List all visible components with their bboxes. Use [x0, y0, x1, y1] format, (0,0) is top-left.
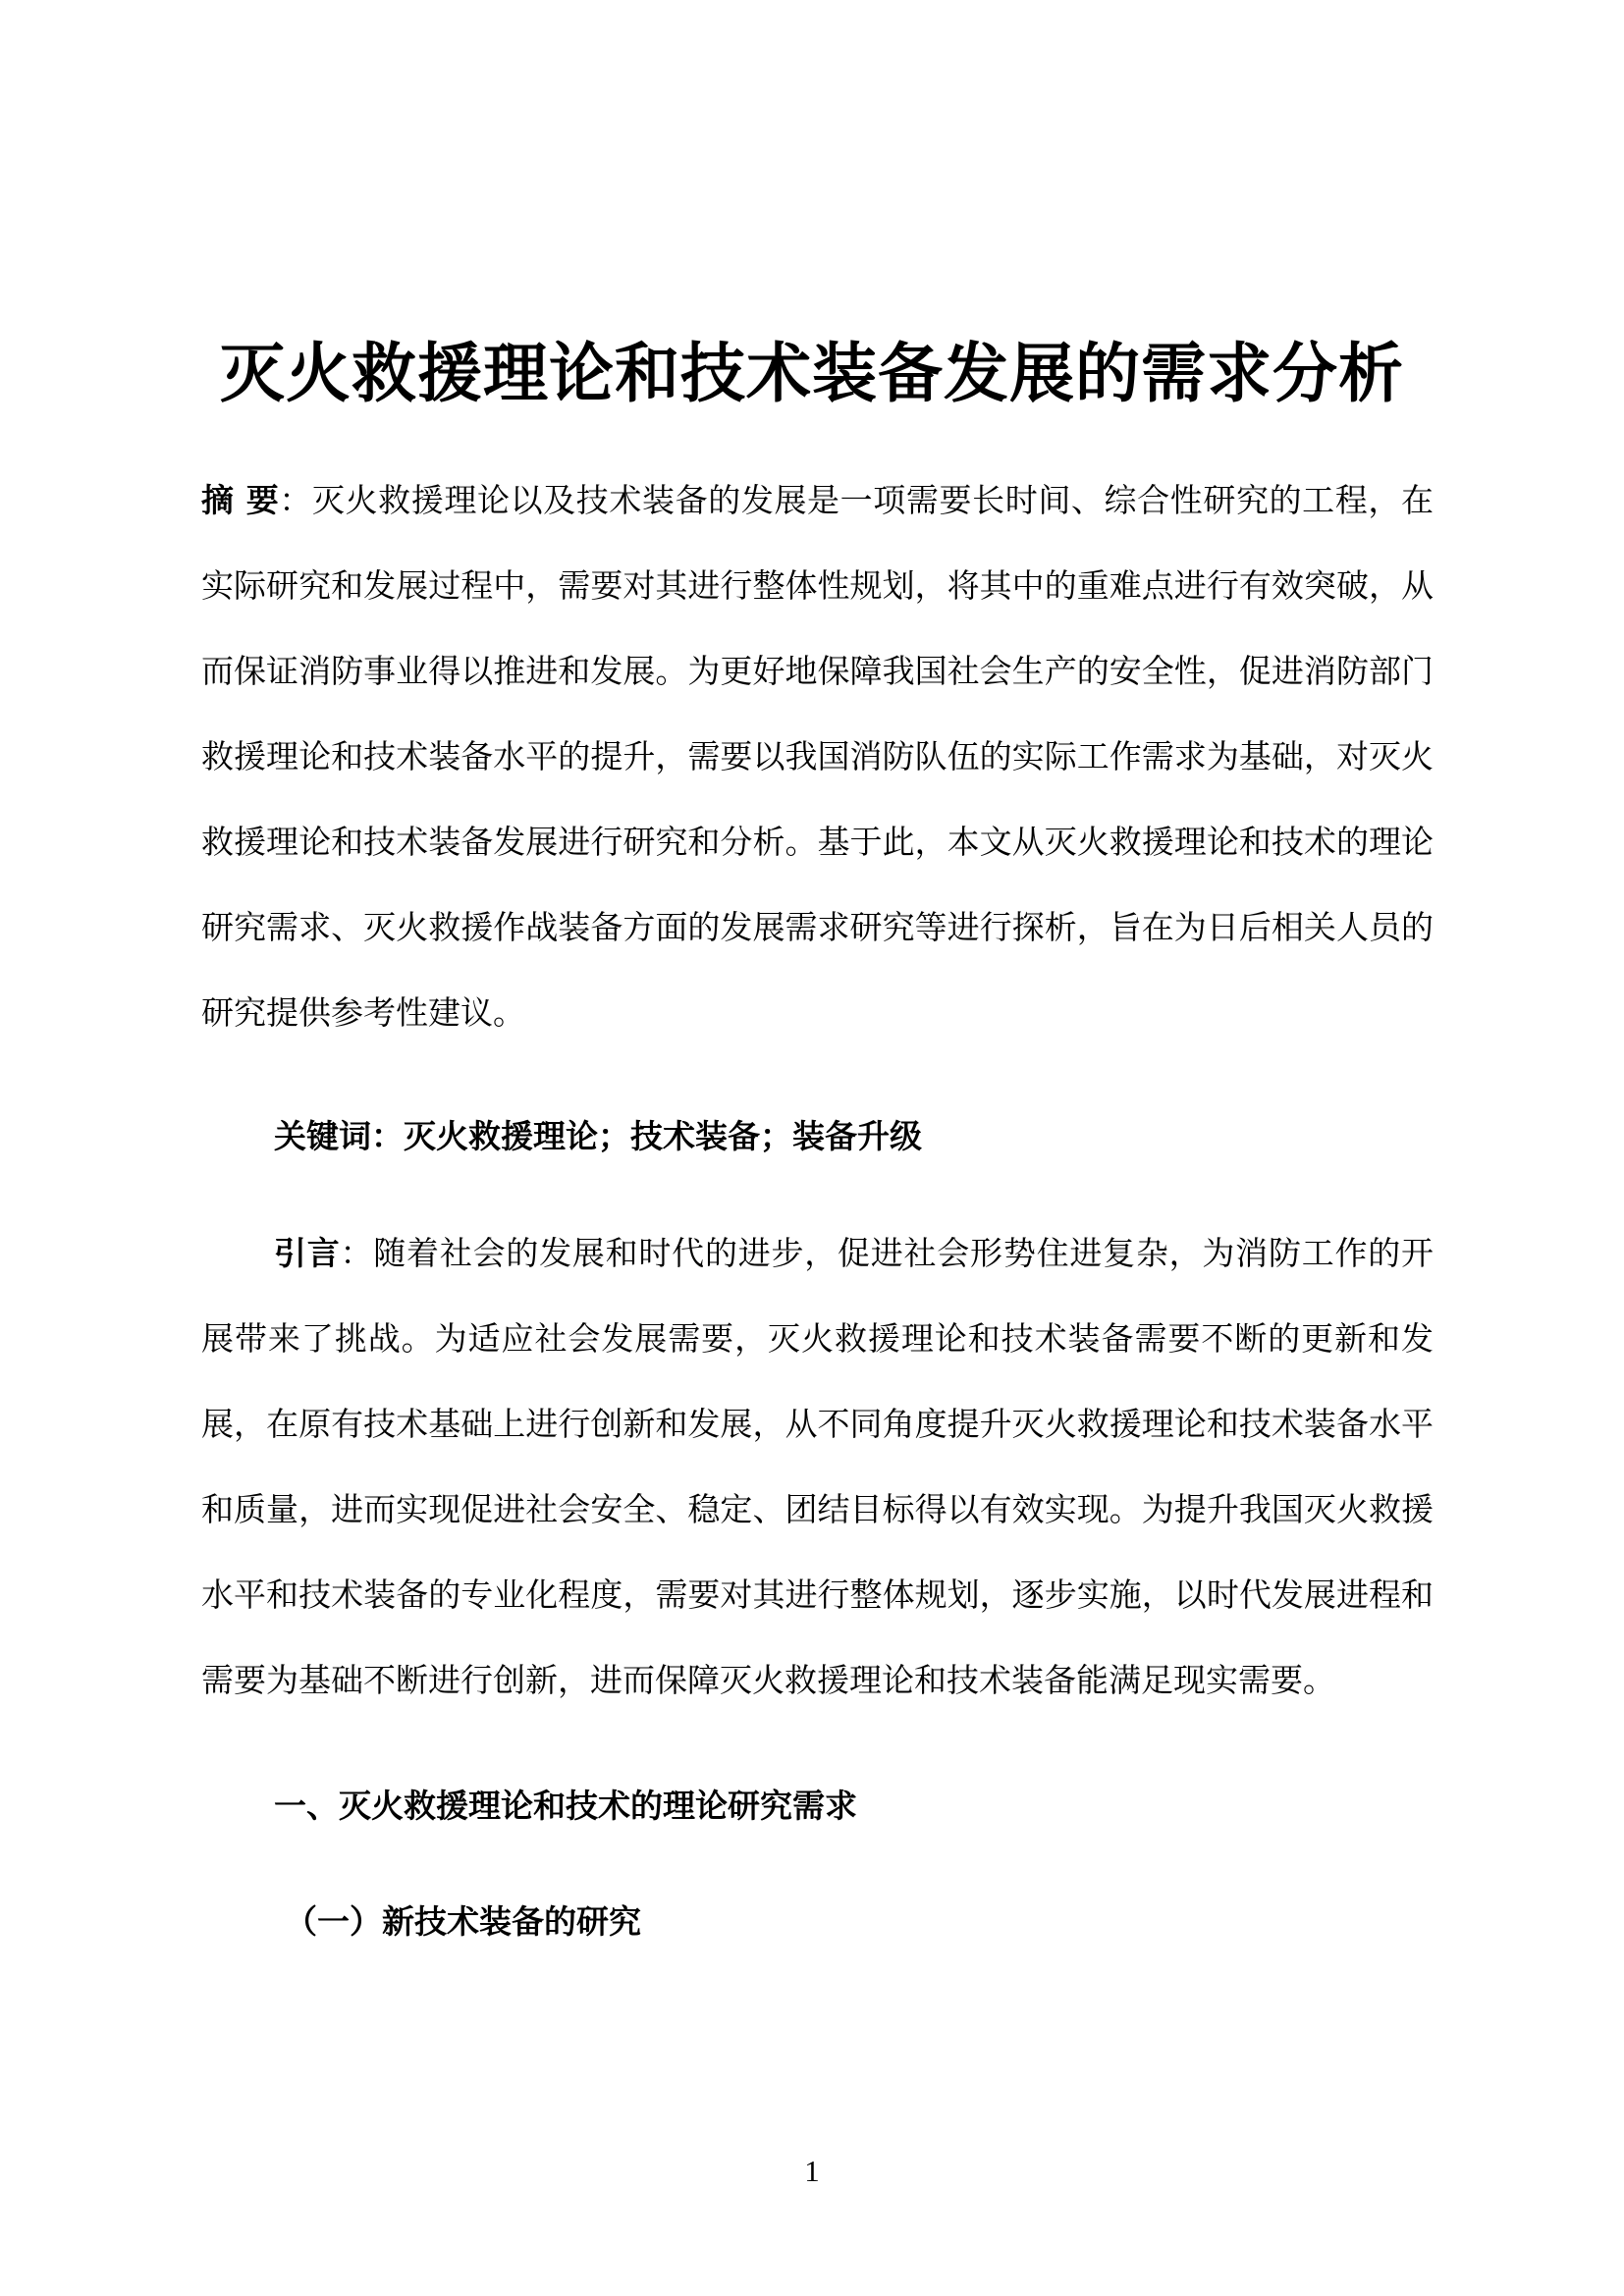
- subsection-heading: （一）新技术装备的研究: [285, 1902, 641, 1941]
- abstract-text: 灭火救援理论以及技术装备的发展是一项需要长时间、综合性研究的工程，在实际研究和发展过程中，需要对其进行整体性规划，将其中的重难点进行有效突破，从而保证消防事业得以推进和发展。为更好地保障我国社会生产的安全性，促进消防部门救援理论和技术装备水平的提升，需要以我国消防队伍的实际工作需求为基础，对灭火救援理论和技术装备发展进行研究和分析。基于此，本文从灭火救援理论和技术的理论研究需求、灭火救援作战装备方面的发展需求研究等进行探析，旨在为日后相关人员的研究提供参考性建议。: [201, 481, 1435, 1032]
- introduction-text: 随着社会的发展和时代的进步，促进社会形势住进复杂，为消防工作的开展带来了挑战。为适应社会发展需要，灭火救援理论和技术装备需要不断的更新和发展，在原有技术基础上进行创新和发展，从不同角度提升灭火救援理论和技术装备水平和质量，进而实现促进社会安全、稳定、团结目标得以有效实现。为提升我国灭火救援水平和技术装备的专业化程度，需要对其进行整体规划，逐步实施，以时代发展进程和需要为基础不断进行创新，进而保障灭火救援理论和技术装备能满足现实需要。: [201, 1234, 1435, 1699]
- introduction-separator: ：: [340, 1234, 374, 1272]
- introduction-paragraph: [201, 1210, 1434, 1723]
- page-number: 1: [804, 2154, 820, 2188]
- abstract-separator: ：: [279, 481, 312, 519]
- section-heading: 一、灭火救援理论和技术的理论研究需求: [274, 1787, 857, 1825]
- abstract-paragraph: [201, 457, 1434, 1055]
- keywords-line: 关键词：灭火救援理论；技术装备；装备升级: [274, 1117, 922, 1155]
- introduction-label: 引言: [274, 1234, 341, 1272]
- abstract-label: 摘 要: [201, 481, 280, 519]
- document-title: 灭火救援理论和技术装备发展的需求分析: [220, 336, 1404, 412]
